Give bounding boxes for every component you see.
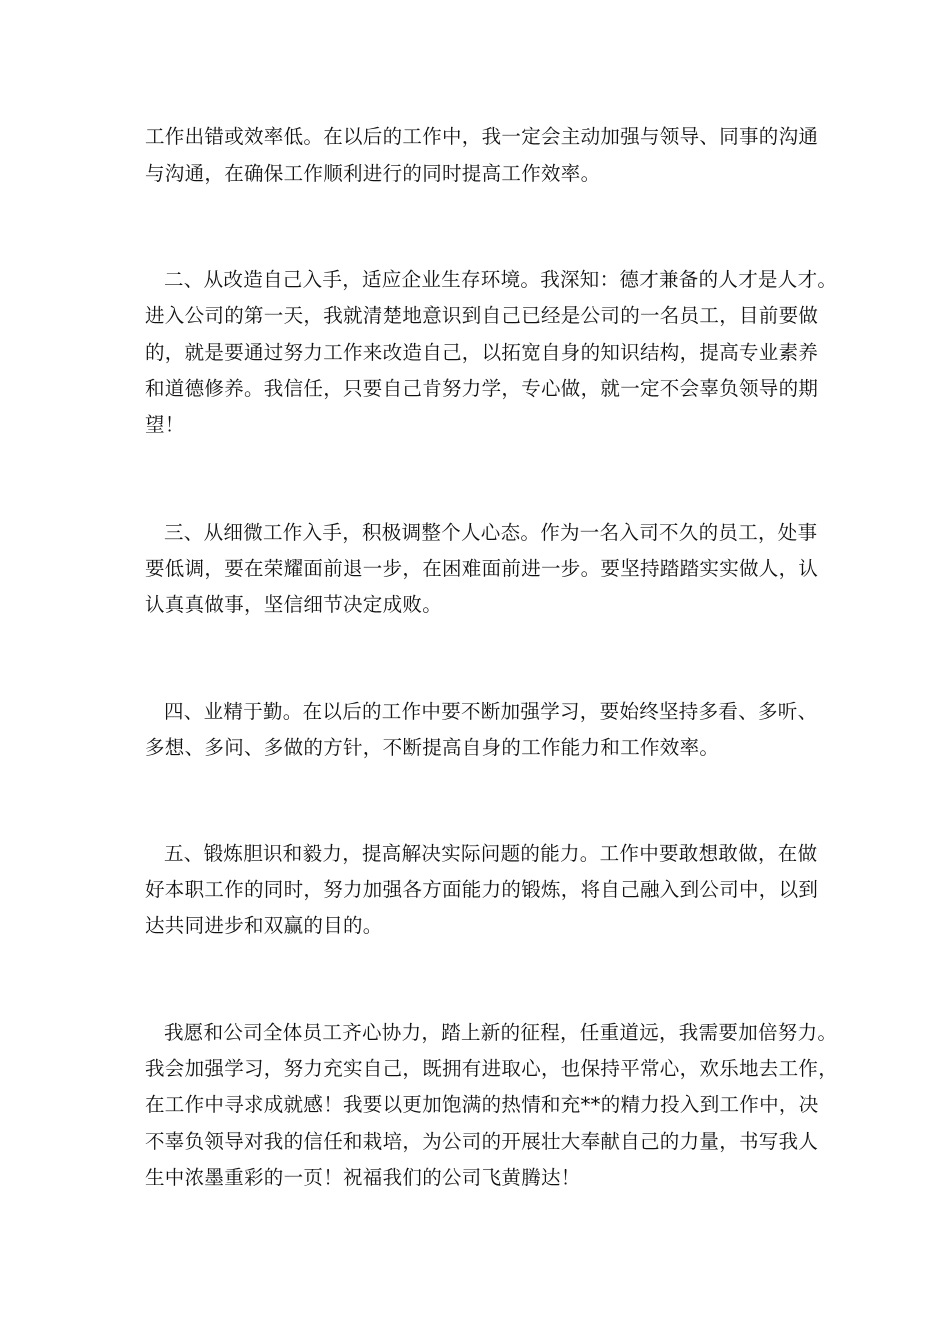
paragraph-line: 生中浓墨重彩的一页！祝福我们的公司飞黄腾达！ bbox=[145, 1166, 581, 1189]
paragraph-line: 好本职工作的同时，努力加强各方面能力的锻炼，将自己融入到公司中，以到 bbox=[145, 878, 819, 901]
paragraph-line: 要低调，要在荣耀面前退一步，在困难面前进一步。要坚持踏踏实实做人，认 bbox=[145, 557, 819, 580]
paragraph-line: 我愿和公司全体员工齐心协力，踏上新的征程，任重道远，我需要加倍努力。 bbox=[164, 1021, 838, 1044]
paragraph-line: 望！ bbox=[145, 413, 185, 436]
paragraph-line: 四、业精于勤。在以后的工作中要不断加强学习，要始终坚持多看、多听、 bbox=[164, 700, 818, 723]
paragraph-line: 五、锻炼胆识和毅力，提高解决实际问题的能力。工作中要敢想敢做，在做 bbox=[164, 842, 818, 865]
paragraph-line: 进入公司的第一天，我就清楚地意识到自己已经是公司的一名员工，目前要做 bbox=[145, 304, 819, 327]
paragraph-line: 认真真做事，坚信细节决定成败。 bbox=[145, 593, 443, 616]
paragraph-line: 不辜负领导对我的信任和栽培，为公司的开展壮大奉献自己的力量，书写我人 bbox=[145, 1130, 819, 1153]
paragraph-line: 与沟通，在确保工作顺利进行的同时提高工作效率。 bbox=[145, 162, 601, 185]
paragraph-line: 在工作中寻求成就感！我要以更加饱满的热情和充**的精力投入到工作中，决 bbox=[145, 1093, 819, 1116]
paragraph-line: 二、从改造自己入手，适应企业生存环境。我深知：德才兼备的人才是人才。 bbox=[164, 268, 838, 291]
paragraph-line: 三、从细微工作入手，积极调整个人心态。作为一名入司不久的员工，处事 bbox=[164, 521, 818, 544]
paragraph-line: 多想、多问、多做的方针，不断提高自身的工作能力和工作效率。 bbox=[145, 736, 720, 759]
paragraph-line: 我会加强学习，努力充实自己，既拥有进取心，也保持平常心，欢乐地去工作， bbox=[145, 1057, 839, 1080]
paragraph-line: 达共同进步和双赢的目的。 bbox=[145, 914, 383, 937]
paragraph-line: 的，就是要通过努力工作来改造自己，以拓宽自身的知识结构，提高专业素养 bbox=[145, 341, 819, 364]
paragraph-line: 工作出错或效率低。在以后的工作中，我一定会主动加强与领导、同事的沟通 bbox=[145, 125, 819, 148]
paragraph-line: 和道德修养。我信任，只要自己肯努力学，专心做，就一定不会辜负领导的期 bbox=[145, 377, 819, 400]
